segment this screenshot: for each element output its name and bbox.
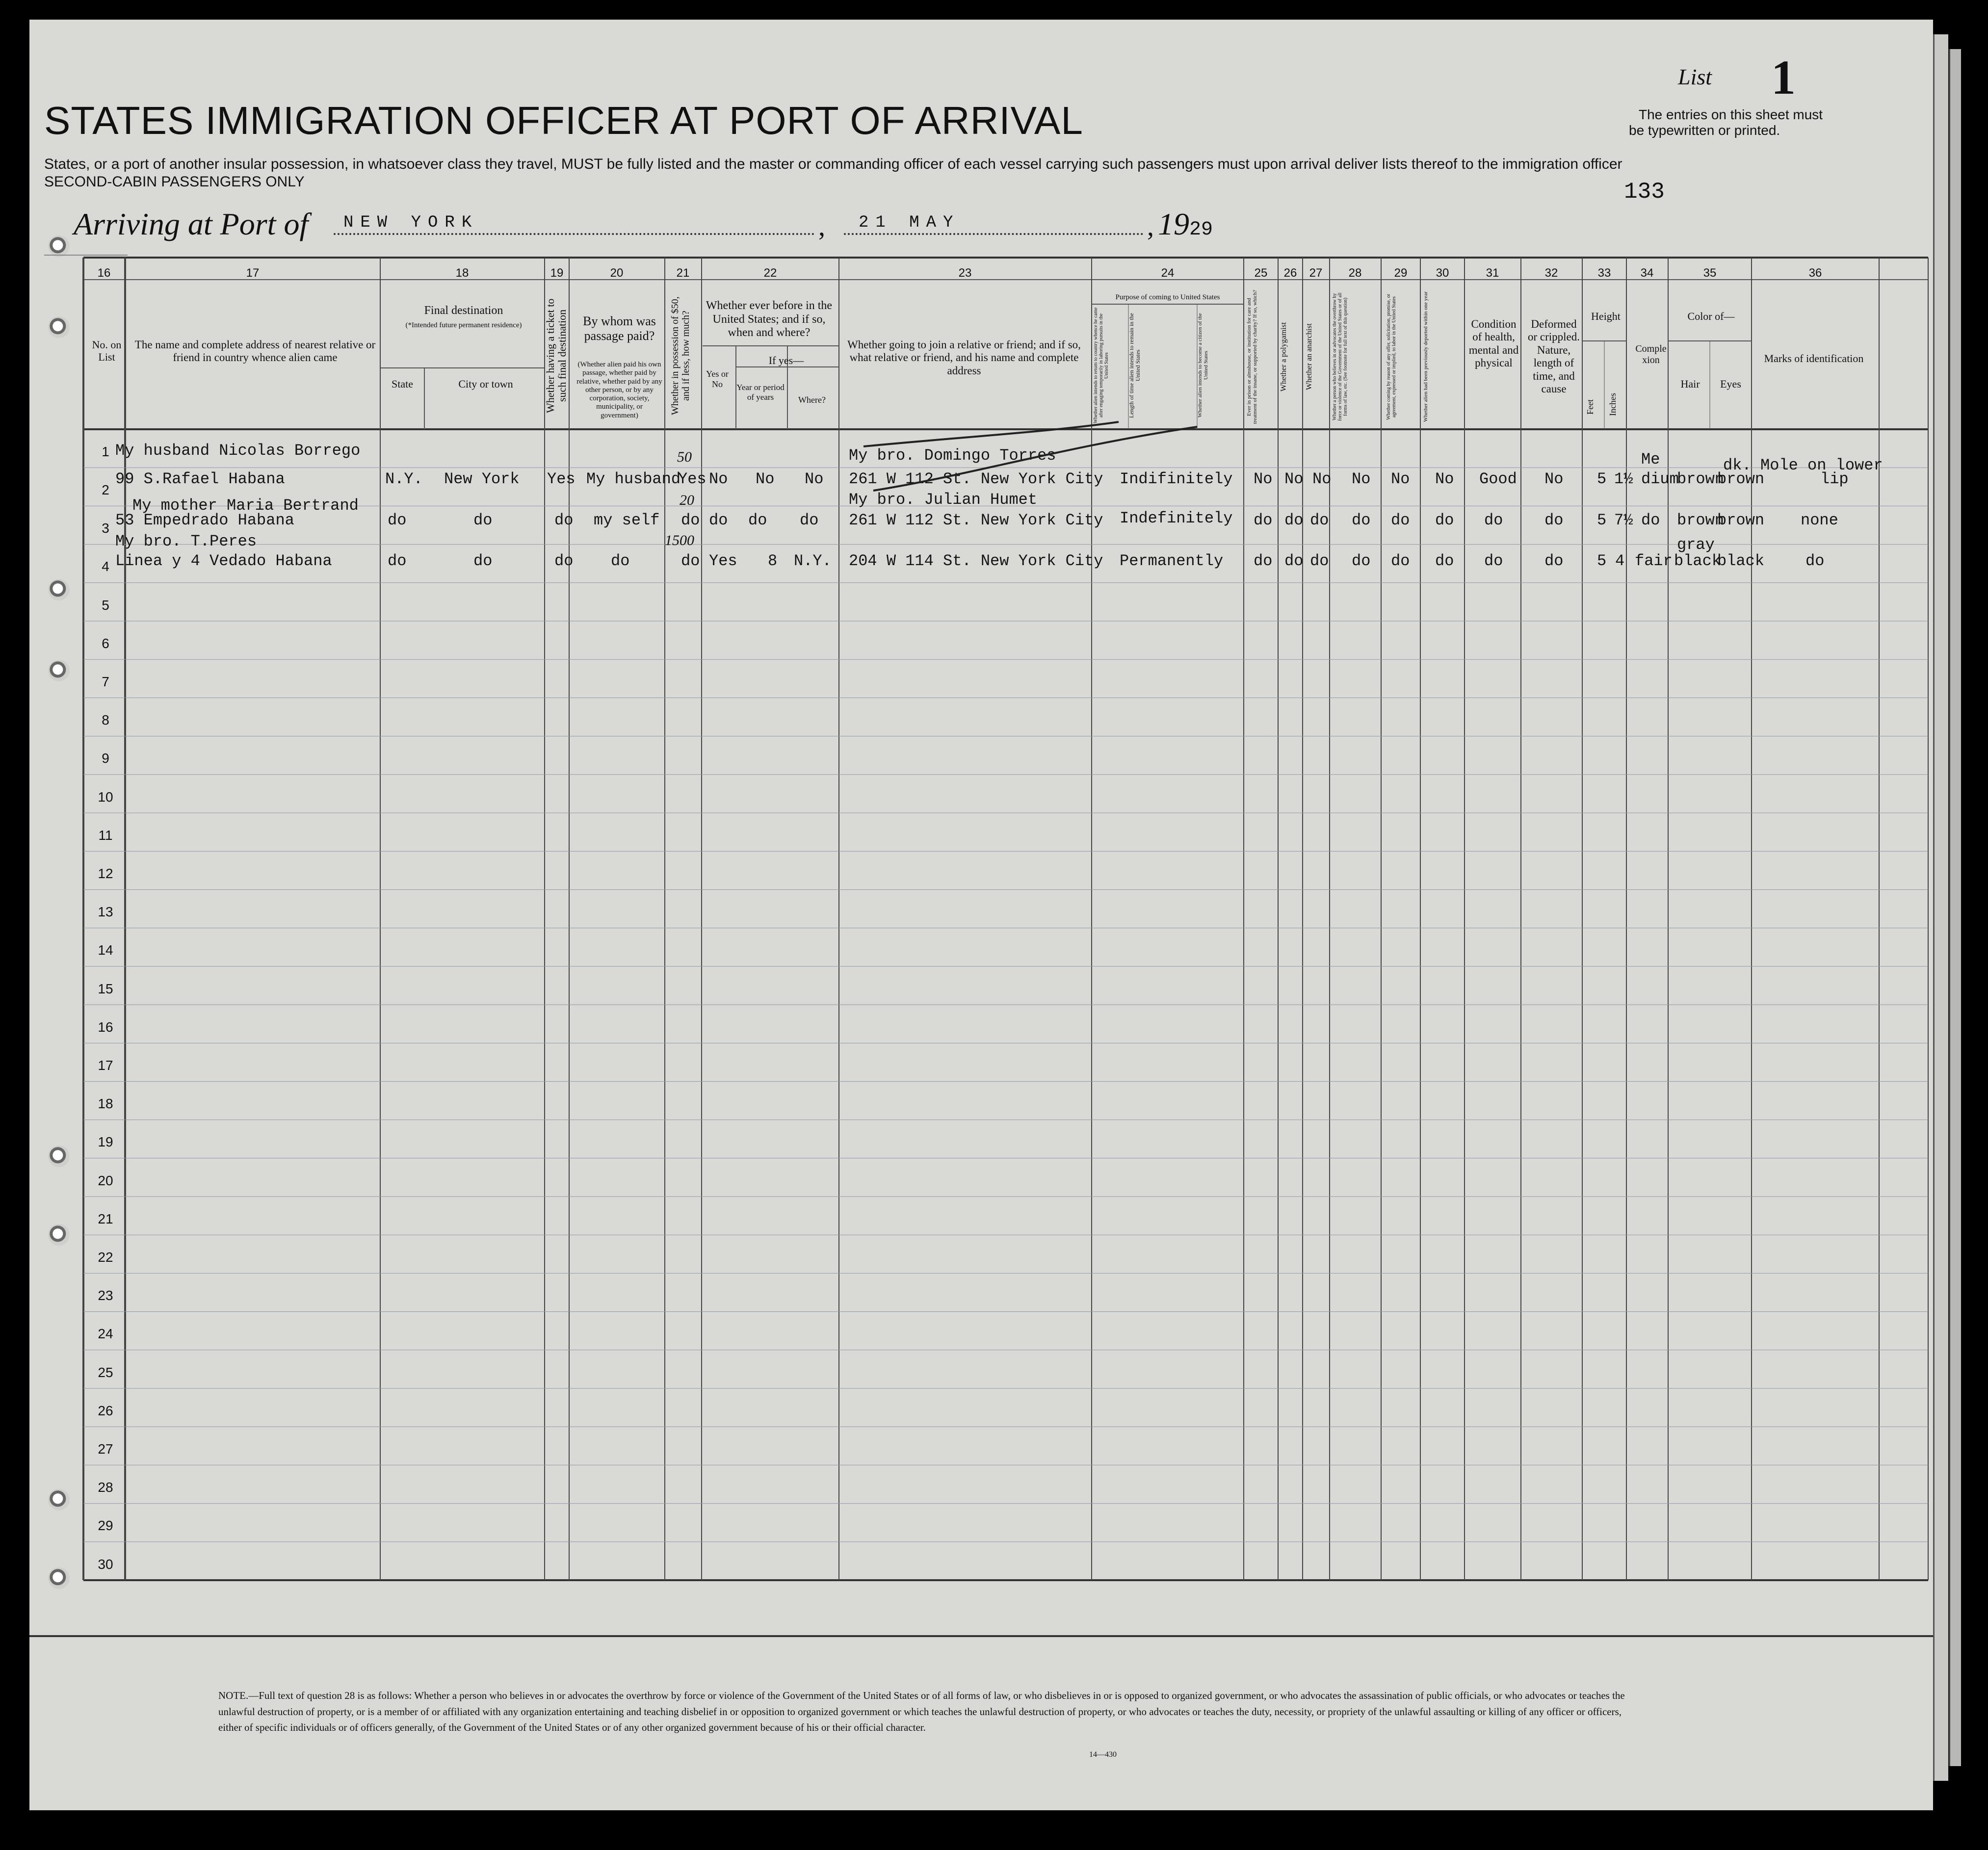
row-number: 26	[98, 1403, 113, 1418]
entry-2-money: do	[681, 511, 700, 529]
port-value: NEW YORK	[343, 213, 479, 232]
entry-1-complexion: Me	[1641, 450, 1660, 469]
entry-3-q26: do	[1284, 552, 1304, 570]
entry-2-marks: none	[1801, 511, 1838, 529]
header-color: Color of—	[1687, 310, 1735, 322]
row-number: 30	[98, 1556, 113, 1572]
entry-2-where: do	[800, 511, 819, 529]
entry-1-inches: 1½	[1614, 470, 1633, 488]
header-eyes: Eyes	[1720, 378, 1741, 390]
header-list-number: No. on List	[92, 339, 122, 364]
header-final-destination-note: (*Intended future permanent residence)	[405, 321, 522, 329]
entry-2-hair: brown	[1677, 511, 1725, 529]
entry-2-years: do	[748, 511, 767, 529]
check-marks	[844, 417, 1217, 515]
row-number: 4	[102, 559, 109, 574]
column-number: 19	[550, 266, 564, 280]
row-number: 23	[98, 1288, 113, 1303]
entry-3-eyes: black	[1717, 552, 1765, 570]
list-note: be typewritten or printed.	[1629, 123, 1780, 138]
column-number: 36	[1808, 266, 1822, 280]
column-number: 29	[1394, 266, 1408, 280]
entry-2-eyes: brown	[1717, 511, 1765, 529]
header-question-28: Whether a person who believes in or advocates the overthrow by force or violence of the Government of the United States or of all forms of law, etc. (See footnote for full text of this question)	[1332, 292, 1348, 421]
header-passage-paid: By whom was passage paid?	[583, 314, 656, 343]
row-number: 21	[98, 1211, 113, 1226]
entry-2-q27: do	[1310, 511, 1329, 529]
header-state: State	[392, 378, 413, 390]
row-number: 20	[98, 1173, 113, 1188]
entry-2-relative: My mother Maria Bertrand	[132, 496, 359, 515]
header-prison: Ever in prison or almshouse, or institution for care and treatment of the insane, or supported by charity? If so, which?	[1246, 289, 1258, 424]
entry-3-q29: do	[1391, 552, 1410, 570]
entry-2-before: do	[709, 511, 728, 529]
year-label: 1929	[1158, 207, 1213, 241]
entry-1-paid-by: My husband	[586, 470, 681, 488]
header-if-yes: If yes—	[768, 354, 804, 366]
entry-1-before: No	[709, 470, 728, 488]
instructions-text: States, or a port of another insular possession, in whatsoever class they travel, MUST be fully listed and the master or commanding officer of each vessel carrying such passengers must upon arrival deliver lists thereof to the immigration officer	[44, 156, 1622, 172]
column-number: 31	[1486, 266, 1499, 280]
entry-3-health: do	[1484, 552, 1503, 570]
entry-3-city: do	[473, 552, 493, 570]
row-number: 11	[98, 827, 113, 843]
entry-1-q26: No	[1284, 470, 1304, 488]
row-number: 16	[98, 1019, 113, 1035]
column-number: 30	[1436, 266, 1449, 280]
entry-1-state: N.Y.	[385, 470, 423, 488]
entry-2-inches: 7½	[1614, 511, 1633, 529]
row-number: 5	[102, 597, 109, 613]
column-number: 22	[763, 266, 777, 280]
header-height: Height	[1591, 310, 1621, 322]
row-number: 14	[98, 942, 113, 958]
header-marks: Marks of identification	[1764, 352, 1864, 365]
entry-3-marks: do	[1805, 552, 1825, 570]
column-number: 25	[1254, 266, 1268, 280]
header-passage-paid-note: (Whether alien paid his own passage, whether paid by relative, whether paid by any other person, or by any corporation, society, municipality, or government)	[576, 361, 662, 419]
entry-1-marks: Mole on lower	[1760, 456, 1883, 474]
column-number: 20	[610, 266, 624, 280]
entry-2-deformed: do	[1544, 511, 1564, 529]
row-number: 27	[98, 1441, 113, 1457]
comma: ,	[1147, 211, 1154, 242]
entry-3-q30: do	[1435, 552, 1454, 570]
entry-3-money-handwritten: 1500	[665, 532, 694, 548]
column-number: 21	[676, 266, 690, 280]
entry-2-length: Indefinitely	[1120, 509, 1233, 527]
entry-3-q27: do	[1310, 552, 1329, 570]
entry-1-city: New York	[444, 470, 520, 488]
row-number: 28	[98, 1480, 113, 1495]
entry-3-years: 8	[768, 552, 778, 570]
row-number: 13	[98, 904, 113, 920]
row-number: 12	[98, 865, 113, 881]
entry-2-address: 53 Empedrado Habana	[115, 511, 294, 529]
header-length: Length of time alien intends to remain in the United States	[1128, 313, 1142, 418]
entry-3-hair-qualifier: gray	[1677, 536, 1715, 554]
header-anarchist: Whether an anarchist	[1305, 323, 1313, 391]
row-number: 10	[98, 789, 113, 805]
header-citizen: Whether alien intends to become a citizen of the United States	[1197, 313, 1209, 418]
entry-2-money-handwritten: 20	[680, 492, 694, 508]
column-number: 18	[455, 266, 469, 280]
sheet-number: 133	[1624, 179, 1665, 205]
list-note: The entries on this sheet must	[1639, 107, 1823, 122]
entry-3-before: Yes	[709, 552, 737, 570]
entry-1-years: No	[756, 470, 775, 488]
row-number: 25	[98, 1364, 113, 1380]
entry-1-join-address: 261 W 112 St. New York City	[849, 470, 1103, 488]
page-title: STATES IMMIGRATION OFFICER AT PORT OF ARRIVAL	[44, 99, 1083, 142]
header-money: Whether in possession of $50, and if less, how much?	[670, 296, 691, 415]
header-hair: Hair	[1680, 378, 1700, 390]
header-labor-offer: Whether coming by reason of any offer, solicitation, promise, or agreement, expressed or implied, to labor in the United States	[1386, 293, 1397, 420]
column-number: 17	[246, 266, 260, 280]
header-inches: Inches	[1608, 393, 1618, 417]
column-number: 35	[1703, 266, 1717, 280]
entry-1-marks-cont: lip	[1820, 470, 1849, 488]
header-feet: Feet	[1585, 399, 1595, 415]
header-polygamist: Whether a polygamist	[1280, 322, 1288, 392]
header-before-in-us: Whether ever before in the United States; and if so, when and where?	[706, 299, 833, 339]
entry-3-state: do	[388, 552, 407, 570]
column-number: 27	[1309, 266, 1323, 280]
header-deported: Whether alien had been previously deported within one year	[1423, 291, 1429, 422]
entry-1-eyes-qualifier: dk.	[1723, 456, 1752, 474]
entry-3-ticket: do	[554, 552, 574, 570]
entry-2-q30: do	[1435, 511, 1454, 529]
entry-1-q29: No	[1391, 470, 1410, 488]
column-number: 23	[958, 266, 972, 280]
entry-3-q28: do	[1352, 552, 1371, 570]
entry-3-address: Linea y 4 Vedado Habana	[115, 552, 332, 570]
entry-3-hair: black	[1674, 552, 1722, 570]
entry-3-relative: My bro. T.Peres	[115, 532, 257, 550]
entry-1-complexion-cont: dium	[1641, 470, 1679, 488]
entry-1-ticket: Yes	[547, 470, 575, 488]
header-purpose: Purpose of coming to United States	[1115, 293, 1220, 301]
row-number: 19	[98, 1134, 113, 1150]
entry-3-join-address: 204 W 114 St. New York City	[849, 552, 1103, 570]
header-return: Whether alien intends to return to country whence he came after engaging temporarily in laboring pursuits in the United States	[1093, 307, 1109, 424]
header-complexion: Complexion	[1635, 343, 1667, 365]
header-where: Where?	[798, 395, 826, 405]
row-number: 9	[102, 751, 109, 766]
row-number: 29	[98, 1518, 113, 1534]
passenger-class: SECOND-CABIN PASSENGERS ONLY	[44, 174, 305, 190]
entry-2-join: My bro. Julian Humet	[849, 491, 1038, 509]
entry-2-q25: do	[1254, 511, 1273, 529]
entry-1-q27: No	[1312, 470, 1332, 488]
column-number: 28	[1348, 266, 1362, 280]
row-number: 6	[102, 635, 109, 651]
header-yes-no: Yes or No	[706, 369, 729, 389]
entry-3-money: do	[681, 552, 700, 570]
row-number: 15	[98, 981, 113, 996]
row-number: 8	[102, 712, 109, 728]
entry-1-address: 99 S.Rafael Habana	[115, 470, 285, 488]
header-join-relative: Whether going to join a relative or friend; and if so, what relative or friend, and his name and complete address	[847, 339, 1081, 377]
entry-1-length: Indifinitely	[1120, 470, 1233, 488]
entry-1-relative: My husband Nicolas Borrego	[115, 442, 361, 460]
form-number: 14—430	[1089, 1750, 1117, 1759]
header-ticket: Whether having a ticket to such final destination	[544, 298, 569, 413]
entry-1-money: Yes	[678, 470, 706, 488]
entry-2-join-address: 261 W 112 St. New York City	[849, 511, 1103, 529]
entry-3-where: N.Y.	[794, 552, 832, 570]
entry-3-deformed: do	[1544, 552, 1564, 570]
entry-2-health: do	[1484, 511, 1503, 529]
header-final-destination: Final destination	[424, 304, 503, 317]
entry-3-paid-by: do	[611, 552, 630, 570]
header-city: City or town	[458, 378, 513, 390]
column-number: 34	[1640, 266, 1654, 280]
entry-3-length: Permanently	[1120, 552, 1224, 570]
row-number: 7	[102, 674, 109, 689]
entry-2-ticket: do	[554, 511, 574, 529]
entry-2-q26: do	[1284, 511, 1304, 529]
header-deformed: Deformed or crippled. Nature, length of time, and cause	[1527, 318, 1580, 395]
row-number: 22	[98, 1249, 113, 1265]
row-number: 24	[98, 1326, 113, 1342]
column-number: 32	[1544, 266, 1558, 280]
entry-1-eyes: brown	[1717, 470, 1765, 488]
header-health: Condition of health, mental and physical	[1468, 318, 1519, 369]
column-number: 24	[1161, 266, 1175, 280]
entry-3-inches: 4	[1615, 552, 1625, 570]
list-label: List	[1678, 64, 1712, 89]
comma: ,	[818, 211, 825, 242]
header-relative-address: The name and complete address of nearest relative or friend in country whence alien came	[134, 339, 376, 364]
entry-1-q25: No	[1254, 470, 1273, 488]
entry-1-money-handwritten: 50	[677, 449, 692, 465]
column-number: 26	[1283, 266, 1297, 280]
row-number: 3	[102, 521, 109, 536]
entry-1-feet: 5	[1597, 470, 1607, 488]
list-number: 1	[1771, 50, 1796, 104]
entry-1-where: No	[805, 470, 824, 488]
entry-2-state: do	[388, 511, 407, 529]
entry-2-feet: 5	[1597, 511, 1607, 529]
column-number: 16	[97, 266, 111, 280]
date-value: 21 MAY	[859, 213, 960, 232]
footnote: NOTE.—Full text of question 28 is as follows: Whether a person who believes in or advocates the overthrow by force or violence of the Government of the United States or of all forms of law, or who disbelieves in or is opposed to organized government, or who advocates the assassination of public officials, or who advocates or teaches the unlawful destruction of property, or is a member of or affiliated with any organization entertaining and teaching disbelief in or opposition to organized government or which teaches the unlawful destruction of property, or who advocates or teaches the duty, necessity, or propriety of the unlawful assaulting or killing of any officer or officers, either of specific individuals or of officers generally, of the Government of the United States or of any other organized government because of his or their official character.	[218, 1690, 1625, 1734]
entry-2-city: do	[473, 511, 493, 529]
entry-1-health: Good	[1479, 470, 1517, 488]
entry-3-q25: do	[1254, 552, 1273, 570]
entry-2-paid-by: my self	[594, 511, 660, 529]
entry-2-complexion: do	[1641, 511, 1660, 529]
entry-1-deformed: No	[1544, 470, 1564, 488]
row-number: 1	[102, 443, 109, 459]
entry-1-hair: brown	[1677, 470, 1725, 488]
entry-2-q28: do	[1352, 511, 1371, 529]
row-number: 17	[98, 1057, 113, 1073]
entry-3-complexion: fair	[1635, 552, 1673, 570]
header-years: Year or period of years	[736, 383, 785, 402]
row-number: 2	[102, 482, 109, 497]
entry-1-q30: No	[1435, 470, 1454, 488]
column-number: 33	[1597, 266, 1611, 280]
arriving-label: Arriving at Port of	[74, 207, 309, 241]
entry-1-q28: No	[1352, 470, 1371, 488]
entry-2-q29: do	[1391, 511, 1410, 529]
row-number: 18	[98, 1096, 113, 1112]
entry-1-join: My bro. Domingo Torres	[849, 446, 1056, 465]
entry-3-feet: 5	[1597, 552, 1607, 570]
